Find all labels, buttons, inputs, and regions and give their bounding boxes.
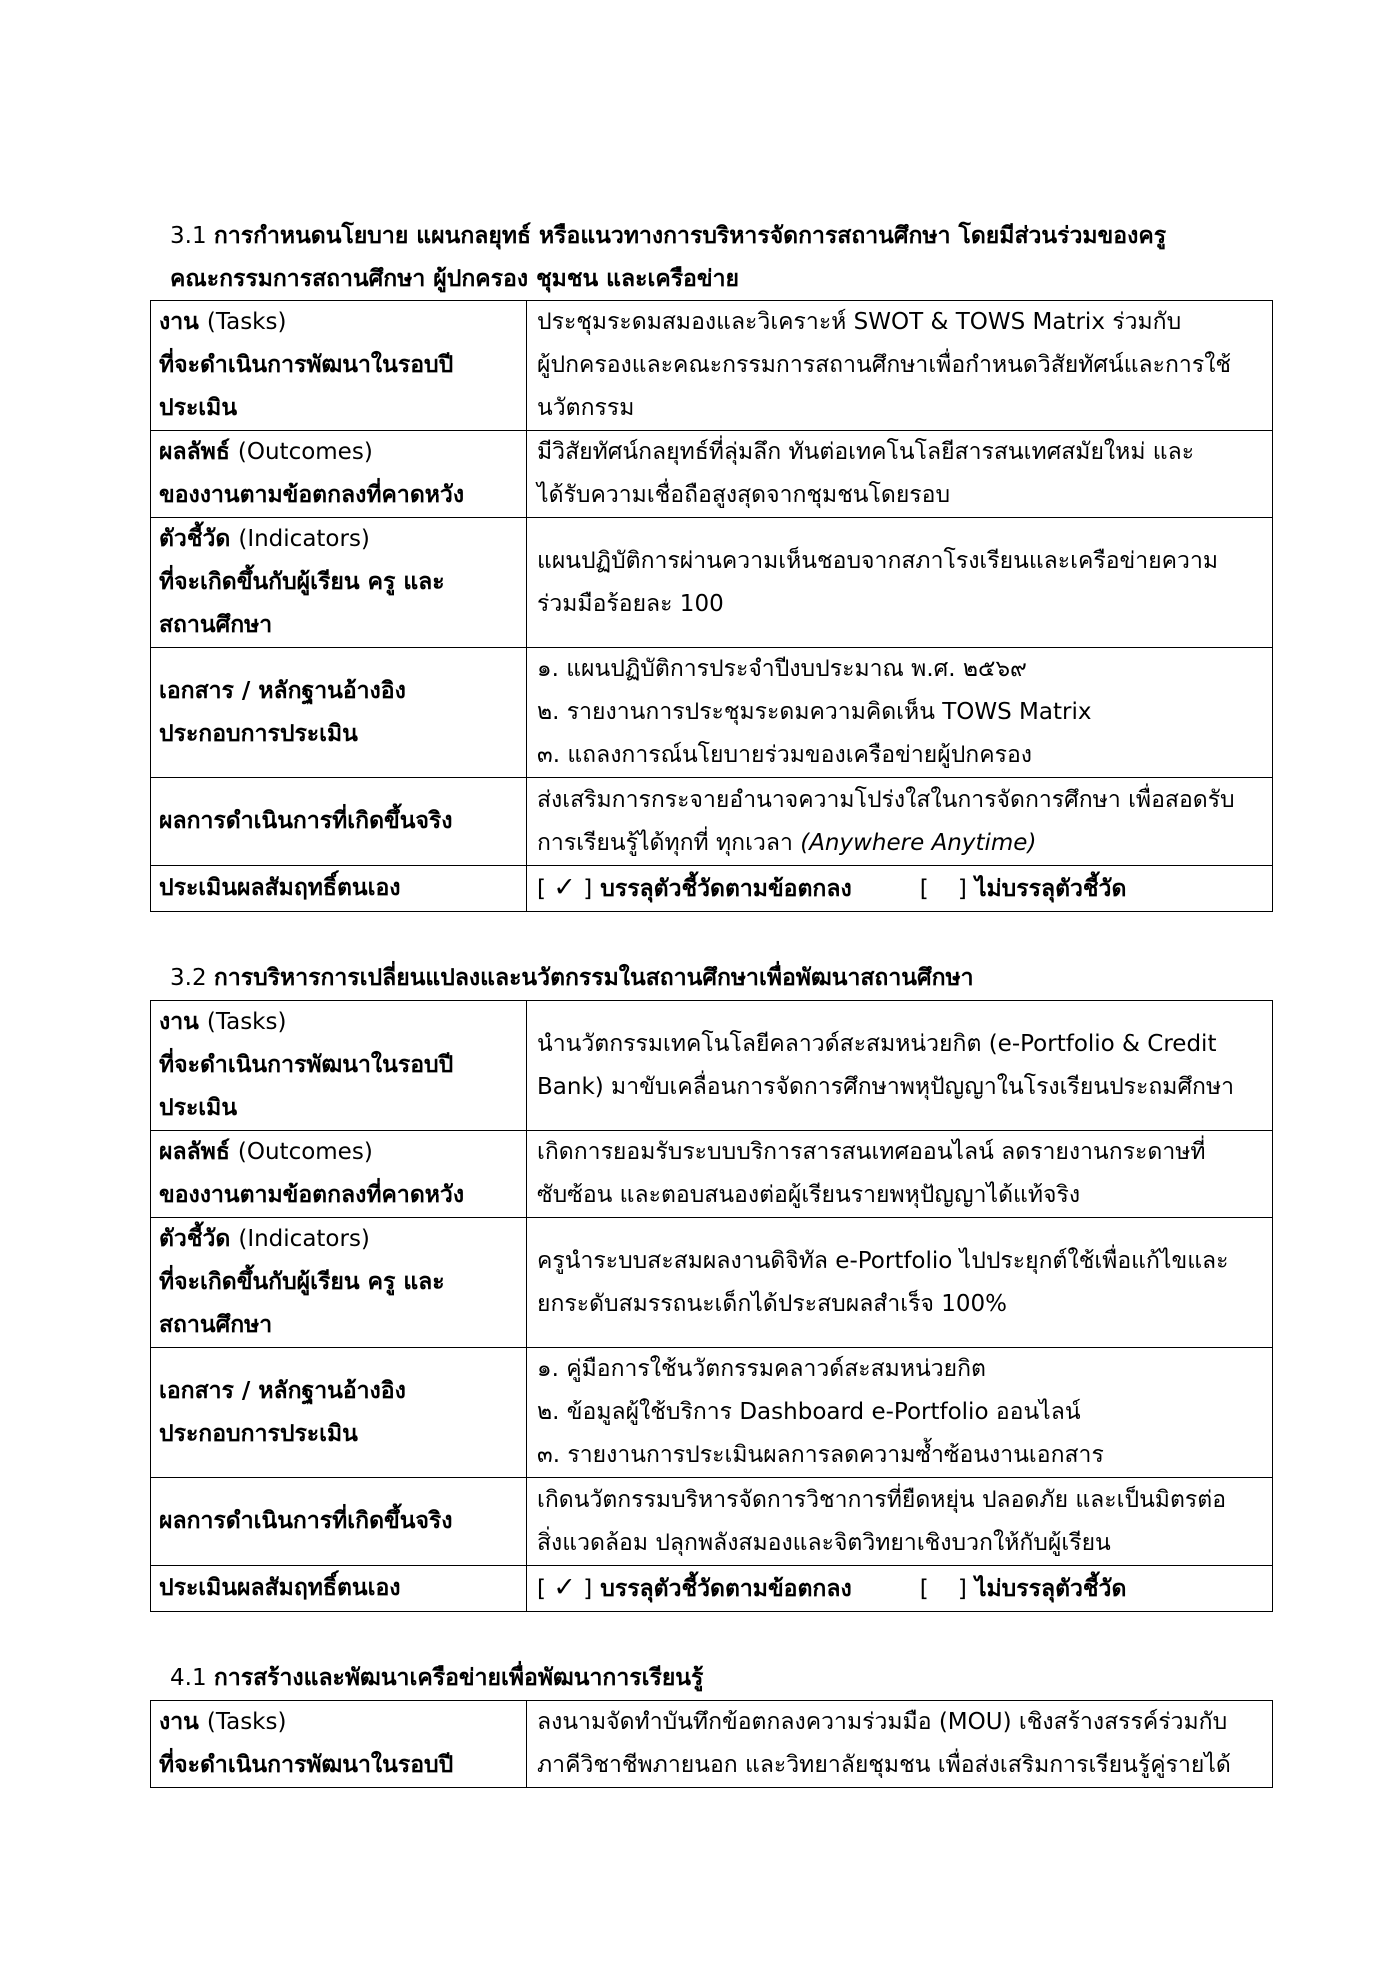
- unmet-checkbox[interactable]: [ ]: [919, 1576, 967, 1602]
- table-row: [151, 301, 1273, 431]
- assessment-options: [527, 866, 1273, 912]
- row-label: เอกสาร / หลักฐานอ้างอิง ประกอบการประเมิน: [151, 648, 527, 778]
- unmet-checkbox[interactable]: [ ]: [919, 876, 967, 902]
- row-label: ประเมินผลสัมฤทธิ์ตนเอง: [151, 1566, 527, 1612]
- section-3-1-table: [150, 300, 1273, 912]
- table-row: [151, 1131, 1273, 1218]
- row-value: ลงนามจัดทำบันทึกข้อตกลงความร่วมมือ (MOU) เชิงสร้างสรรค์ร่วมกับ ภาคีวิชาชีพภายนอก และวิทยาลัยชุมชน เพื่อส่งเสริมการเรียนรู้คู่รายได้: [527, 1701, 1273, 1788]
- table-row: [151, 1348, 1273, 1478]
- unmet-option-label: ไม่บรรลุตัวชี้วัด: [974, 1576, 1127, 1602]
- row-label: ผลการดำเนินการที่เกิดขึ้นจริง: [151, 778, 527, 866]
- row-label: ประเมินผลสัมฤทธิ์ตนเอง: [151, 866, 527, 912]
- assessment-row: [151, 866, 1273, 912]
- met-option-label: บรรลุตัวชี้วัดตามข้อตกลง: [600, 876, 852, 902]
- row-value: นำนวัตกรรมเทคโนโลยีคลาวด์สะสมหน่วยกิต (e-Portfolio & Credit Bank) มาขับเคลื่อนการจัดการศึกษาพหุปัญญาในโรงเรียนประถมศึกษา: [527, 1001, 1273, 1131]
- row-value: ครูนำระบบสะสมผลงานดิจิทัล e-Portfolio ไปประยุกต์ใช้เพื่อแก้ไขและ ยกระดับสมรรถนะเด็กได้ประสบผลสำเร็จ 100%: [527, 1218, 1273, 1348]
- section-number: 3.2: [170, 965, 207, 991]
- checkmark-icon: ✓: [553, 872, 576, 903]
- section-number: 4.1: [170, 1665, 207, 1691]
- row-label: ผลการดำเนินการที่เกิดขึ้นจริง: [151, 1478, 527, 1566]
- row-value: มีวิสัยทัศน์กลยุทธ์ที่ลุ่มลึก ทันต่อเทคโนโลยีสารสนเทศสมัยใหม่ และ ได้รับความเชื่อถือสูงสุดจากชุมชนโดยรอบ: [527, 431, 1273, 518]
- assessment-row: [151, 1566, 1273, 1612]
- section-3-2-table: [150, 1000, 1273, 1612]
- row-label: งาน (Tasks) ที่จะดำเนินการพัฒนาในรอบปี ประเมิน: [151, 1001, 527, 1131]
- met-checkbox[interactable]: [ ✓ ]: [537, 1572, 593, 1603]
- section-title-line-1: การสร้างและพัฒนาเครือข่ายเพื่อพัฒนาการเรียนรู้: [213, 1665, 704, 1691]
- row-value: แผนปฏิบัติการผ่านความเห็นชอบจากสภาโรงเรียนและเครือข่ายความ ร่วมมือร้อยละ 100: [527, 518, 1273, 648]
- row-label: เอกสาร / หลักฐานอ้างอิง ประกอบการประเมิน: [151, 1348, 527, 1478]
- met-option-label: บรรลุตัวชี้วัดตามข้อตกลง: [600, 1576, 852, 1602]
- section-title-line-1: การบริหารการเปลี่ยนแปลงและนวัตกรรมในสถานศึกษาเพื่อพัฒนาสถานศึกษา: [213, 965, 974, 991]
- row-value: ๑. แผนปฏิบัติการประจำปีงบประมาณ พ.ศ. ๒๕๖๙ ๒. รายงานการประชุมระดมความคิดเห็น TOWS Matrix ๓. แถลงการณ์นโยบายร่วมของเครือข่ายผู้ปกครอง: [527, 648, 1273, 778]
- row-label: ตัวชี้วัด (Indicators) ที่จะเกิดขึ้นกับผู้เรียน ครู และ สถานศึกษา: [151, 1218, 527, 1348]
- table-row: [151, 431, 1273, 518]
- table-row: [151, 648, 1273, 778]
- assessment-options: [527, 1566, 1273, 1612]
- unmet-option-label: ไม่บรรลุตัวชี้วัด: [974, 876, 1127, 902]
- section-3-1-heading: [170, 215, 1260, 301]
- row-label: งาน (Tasks) ที่จะดำเนินการพัฒนาในรอบปี: [151, 1701, 527, 1788]
- section-4-1-table: [150, 1700, 1273, 1788]
- section-3-2-heading: [170, 957, 1260, 1000]
- table-row: [151, 1478, 1273, 1566]
- row-value: ส่งเสริมการกระจายอำนาจความโปร่งใสในการจัดการศึกษา เพื่อสอดรับ การเรียนรู้ได้ทุกที่ ทุกเวลา (Anywhere Anytime): [527, 778, 1273, 866]
- row-value: เกิดนวัตกรรมบริหารจัดการวิชาการที่ยืดหยุ่น ปลอดภัย และเป็นมิตรต่อ สิ่งแวดล้อม ปลุกพลังสมองและจิตวิทยาเชิงบวกให้กับผู้เรียน: [527, 1478, 1273, 1566]
- table-row: [151, 1701, 1273, 1788]
- row-value: ๑. คู่มือการใช้นวัตกรรมคลาวด์สะสมหน่วยกิต ๒. ข้อมูลผู้ใช้บริการ Dashboard e-Portfolio ออนไลน์ ๓. รายงานการประเมินผลการลดความซ้ำซ้อนงานเอกสาร: [527, 1348, 1273, 1478]
- table-row: [151, 1001, 1273, 1131]
- section-title-line-2: คณะกรรมการสถานศึกษา ผู้ปกครอง ชุมชน และเครือข่าย: [170, 266, 739, 292]
- table-row: [151, 1218, 1273, 1348]
- section-title-line-1: การกำหนดนโยบาย แผนกลยุทธ์ หรือแนวทางการบริหารจัดการสถานศึกษา โดยมีส่วนร่วมของครู: [213, 223, 1167, 249]
- row-value: เกิดการยอมรับระบบบริการสารสนเทศออนไลน์ ลดรายงานกระดาษที่ ซับซ้อน และตอบสนองต่อผู้เรียนรายพหุปัญญาได้แท้จริง: [527, 1131, 1273, 1218]
- section-4-1-heading: [170, 1657, 1260, 1700]
- met-checkbox[interactable]: [ ✓ ]: [537, 872, 593, 903]
- row-label: ตัวชี้วัด (Indicators) ที่จะเกิดขึ้นกับผู้เรียน ครู และ สถานศึกษา: [151, 518, 527, 648]
- section-number: 3.1: [170, 223, 207, 249]
- table-row: [151, 518, 1273, 648]
- row-label: งาน (Tasks) ที่จะดำเนินการพัฒนาในรอบปี ประเมิน: [151, 301, 527, 431]
- table-row: [151, 778, 1273, 866]
- row-value: ประชุมระดมสมองและวิเคราะห์ SWOT & TOWS Matrix ร่วมกับ ผู้ปกครองและคณะกรรมการสถานศึกษาเพื่อกำหนดวิสัยทัศน์และการใช้ นวัตกรรม: [527, 301, 1273, 431]
- checkmark-icon: ✓: [553, 1572, 576, 1603]
- row-label: ผลลัพธ์ (Outcomes) ของงานตามข้อตกลงที่คาดหวัง: [151, 431, 527, 518]
- row-label: ผลลัพธ์ (Outcomes) ของงานตามข้อตกลงที่คาดหวัง: [151, 1131, 527, 1218]
